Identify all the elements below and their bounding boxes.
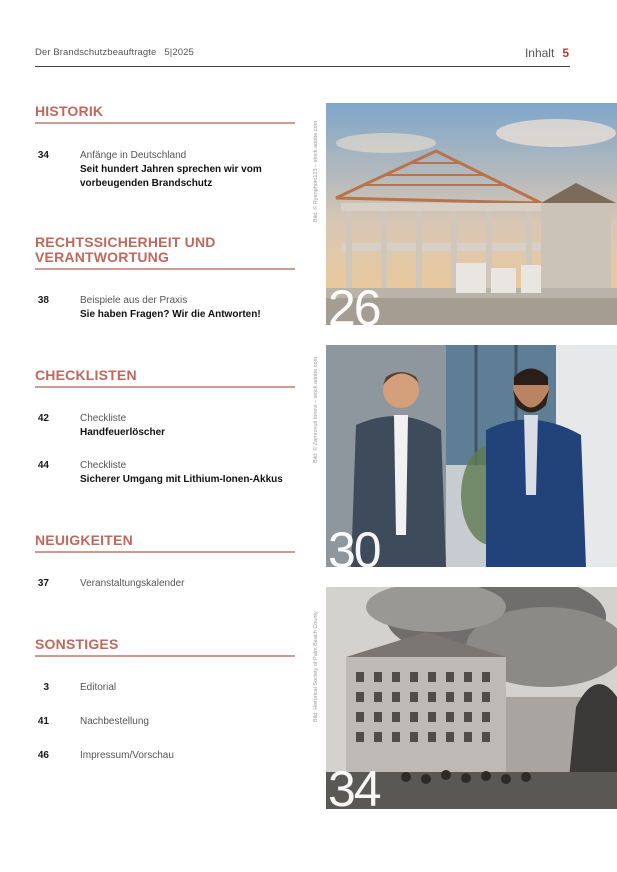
toc-page-number: 44 [37, 460, 49, 471]
section-divider [35, 655, 295, 657]
section-divider [35, 122, 295, 124]
page-number: 5 [562, 46, 569, 60]
section-label: Inhalt [524, 46, 555, 60]
page-reference-number: 30 [328, 522, 380, 578]
page-reference-number: 26 [328, 280, 380, 336]
section-title-historik: HISTORIK [35, 103, 104, 119]
toc-kicker: Beispiele aus der Praxis [80, 295, 188, 306]
section-title-sonstiges: SONSTIGES [35, 636, 119, 652]
toc-kicker: Anfänge in Deutschland [80, 150, 187, 161]
toc-kicker: Impressum/Vorschau [80, 750, 174, 761]
toc-headline: Sicherer Umgang mit Lithium-Ionen-Akkus [80, 474, 283, 485]
toc-kicker: Nachbestellung [80, 716, 149, 727]
section-title-rechtssicherheit: RECHTSSICHERHEIT UND VERANTWORTUNG [35, 234, 216, 265]
toc-kicker: Veranstaltungskalender [80, 578, 185, 589]
section-divider [35, 268, 295, 270]
section-divider [35, 551, 295, 553]
toc-page-number: 37 [37, 578, 49, 589]
issue-number: 5|2025 [164, 47, 194, 58]
publication-info [35, 47, 194, 58]
photo-credit: Bild: © Ryanphoto123 – stock.adobe.com [313, 120, 319, 222]
photo-credit: Bild: © Zamrznuti tonovi – stock.adobe.com [313, 356, 319, 463]
toc-page-number: 42 [37, 413, 49, 424]
toc-kicker: Checkliste [80, 460, 127, 471]
publication-name: Der Brandschutzbeauftragte [35, 47, 157, 58]
toc-page-number: 38 [37, 295, 49, 306]
photo-credit: Bild: Historical Society of Palm Beach County [313, 611, 319, 722]
toc-page-number: 46 [37, 750, 49, 761]
toc-headline: Handfeuerlöscher [80, 427, 166, 438]
page-reference-number: 34 [328, 761, 380, 817]
toc-kicker: Editorial [80, 682, 117, 693]
toc-page-number: 3 [43, 682, 49, 693]
section-divider [35, 386, 295, 388]
toc-kicker: Checkliste [80, 413, 127, 424]
section-title-neuigkeiten: NEUIGKEITEN [35, 532, 133, 548]
section-title-checklisten: CHECKLISTEN [35, 367, 137, 383]
toc-page-number: 41 [37, 716, 49, 727]
toc-headline: Seit hundert Jahren sprechen wir vom vorbeugenden Brandschutz [80, 164, 262, 189]
page-label [525, 46, 569, 60]
toc-headline: Sie haben Fragen? Wir die Antworten! [80, 309, 261, 320]
toc-page-number: 34 [37, 150, 49, 161]
header-divider [35, 66, 570, 67]
